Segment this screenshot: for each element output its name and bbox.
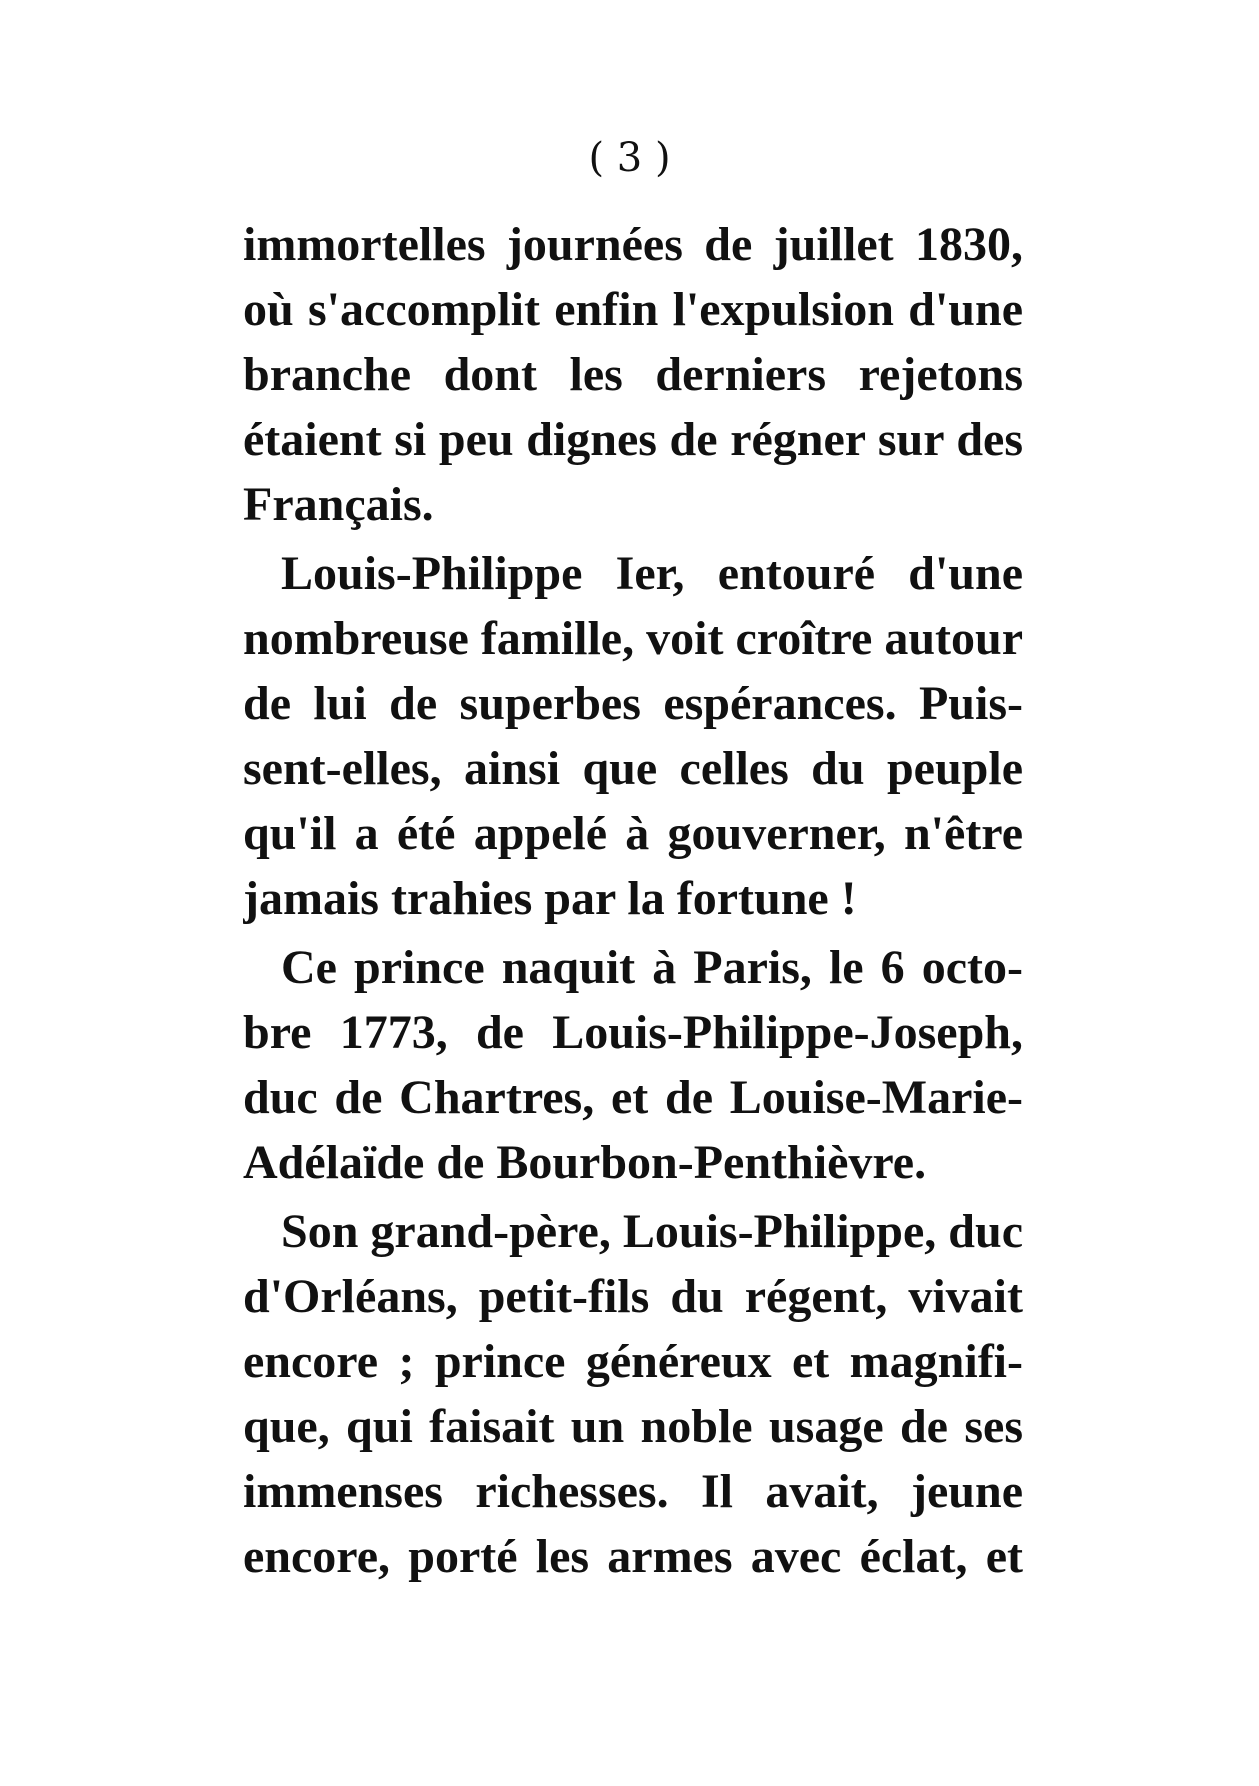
- text-line: nombreuse famille, voit croître autour: [243, 612, 1023, 665]
- paragraph-1: [243, 212, 1023, 537]
- text-line: d'Orléans, petit-fils du régent, vivait: [243, 1270, 1023, 1323]
- text-line: immenses richesses. Il avait, jeune: [243, 1465, 1023, 1518]
- text-line: qu'il a été appelé à gouverner, n'être: [243, 807, 1023, 860]
- text-line: branche dont les derniers rejetons: [243, 348, 1023, 401]
- paragraph-3: [243, 935, 1023, 1195]
- text-line: Son grand-père, Louis-Philippe, duc: [281, 1205, 1023, 1258]
- text-line: Louis-Philippe Ier, entouré d'une: [281, 547, 1023, 600]
- text-line: duc de Chartres, et de Louise-Marie-: [243, 1071, 1023, 1124]
- body-text: [243, 212, 1023, 1589]
- text-line: immortelles journées de juillet 1830,: [243, 218, 1023, 271]
- text-line: bre 1773, de Louis-Philippe-Joseph,: [243, 1006, 1023, 1059]
- paragraph-4: [243, 1199, 1023, 1589]
- text-line: de lui de superbes espérances. Puis-: [243, 677, 1023, 730]
- text-line: étaient si peu dignes de régner sur des: [243, 413, 1023, 466]
- text-line: encore, porté les armes avec éclat, et: [243, 1530, 1023, 1583]
- text-line: sent-elles, ainsi que celles du peuple: [243, 742, 1023, 795]
- paragraph-2: [243, 541, 1023, 931]
- text-line: que, qui faisait un noble usage de ses: [243, 1400, 1023, 1453]
- page-number: ( 3 ): [588, 135, 671, 181]
- text-line: Adélaïde de Bourbon-Penthièvre.: [243, 1136, 927, 1189]
- text-line: où s'accomplit enfin l'expulsion d'une: [243, 283, 1023, 336]
- text-line: encore ; prince généreux et magnifi-: [243, 1335, 1023, 1388]
- text-line: Ce prince naquit à Paris, le 6 octo-: [281, 941, 1023, 994]
- text-line: jamais trahies par la fortune !: [243, 872, 857, 925]
- text-line: Français.: [243, 478, 434, 531]
